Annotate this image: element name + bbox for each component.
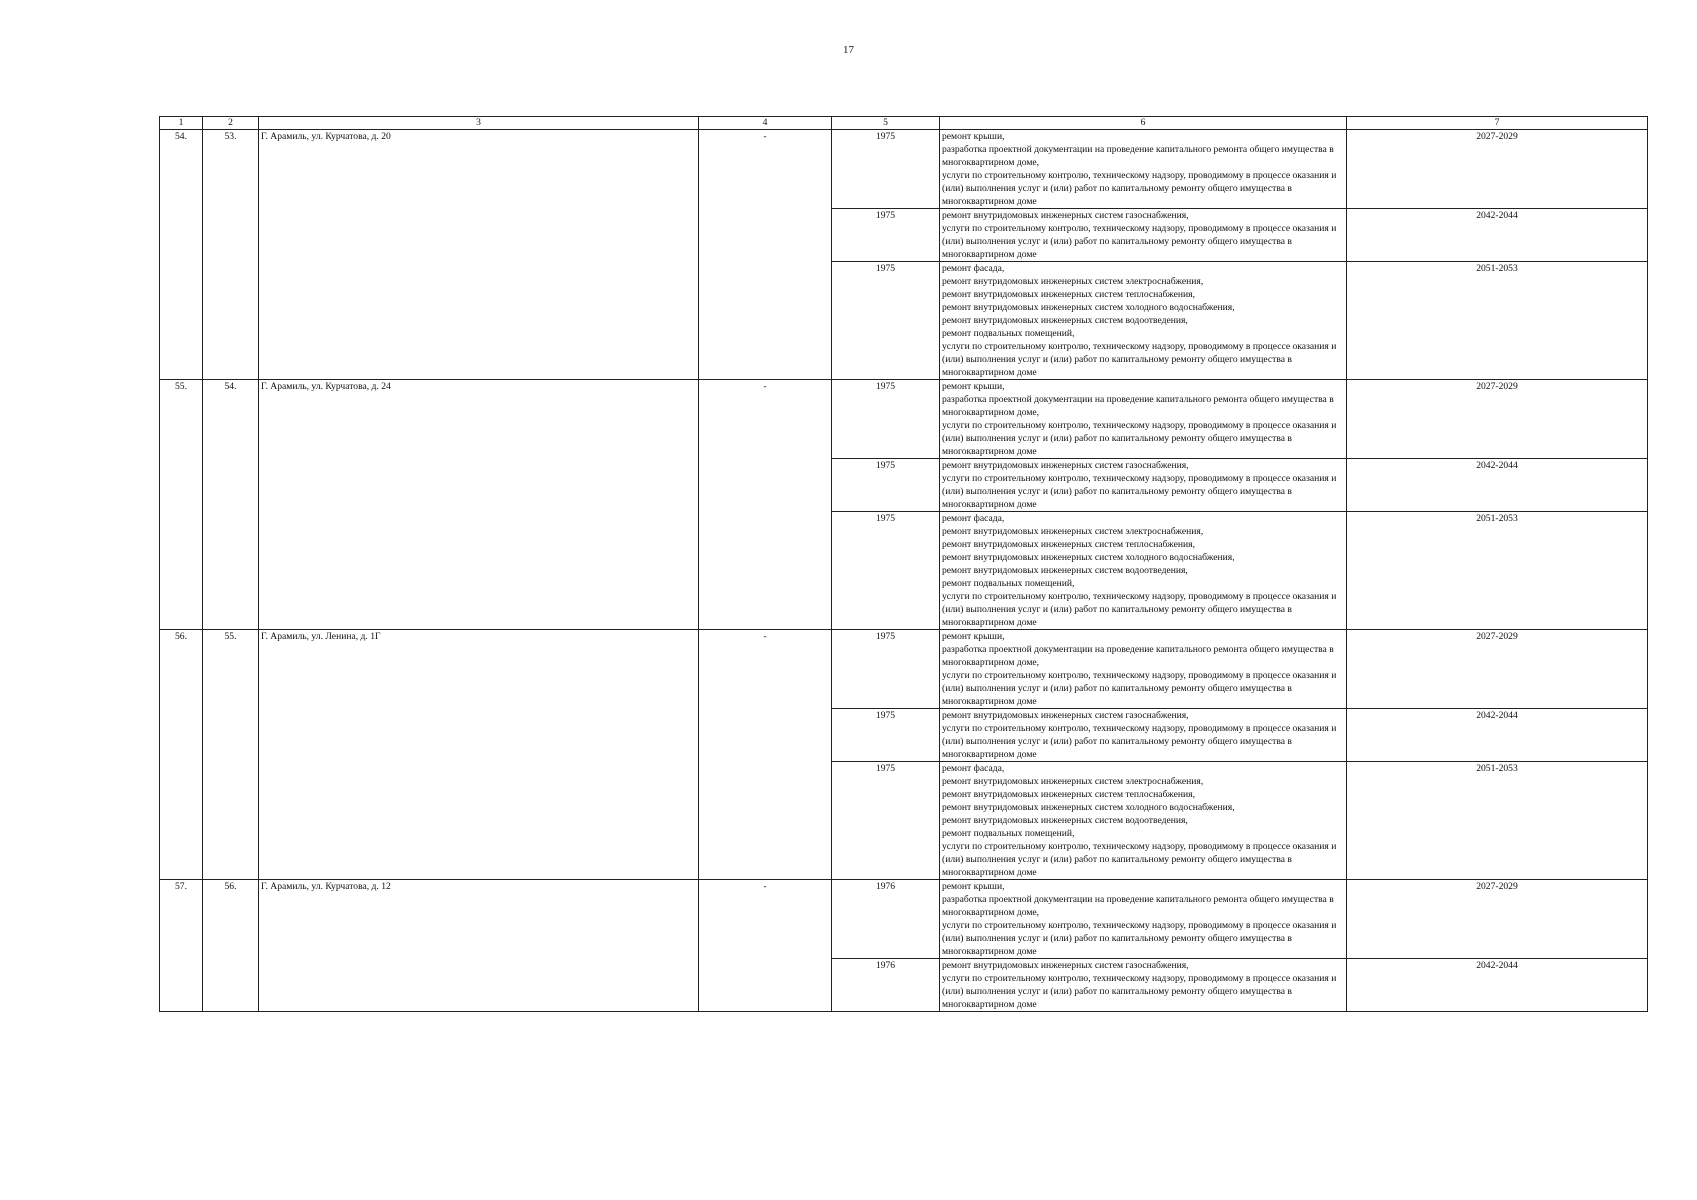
capital-repair-table (159, 116, 1648, 1012)
column-header-4: 4 (699, 117, 832, 130)
planned-period: 2051-2053 (1347, 262, 1648, 380)
repair-works: ремонт внутридомовых инженерных систем газоснабжения, услуги по строительному контролю, техническому надзору, проводимому в процессе оказания и (или) выполнения услуг и (или) работ по капитальному ремонту общего имущества в многоквартирном доме (940, 459, 1347, 512)
column-header-2: 2 (203, 117, 259, 130)
column-4-value: - (699, 380, 832, 630)
column-4-value: - (699, 630, 832, 880)
repair-works: ремонт внутридомовых инженерных систем газоснабжения, услуги по строительному контролю, техническому надзору, проводимому в процессе оказания и (или) выполнения услуг и (или) работ по капитальному ремонту общего имущества в многоквартирном доме (940, 709, 1347, 762)
column-header-5: 5 (832, 117, 940, 130)
row-number-secondary: 56. (203, 880, 259, 1012)
repair-works: ремонт крыши, разработка проектной документации на проведение капитального ремонта общего имущества в многоквартирном доме, услуги по строительному контролю, техническому надзору, проводимому в процессе оказания и (или) выполнения услуг и (или) работ по капитальному ремонту общего имущества в многоквартирном доме (940, 880, 1347, 959)
planned-period: 2027-2029 (1347, 630, 1648, 709)
table-header (160, 117, 1648, 130)
row-number: 57. (160, 880, 203, 1012)
planned-period: 2051-2053 (1347, 762, 1648, 880)
planned-period: 2027-2029 (1347, 880, 1648, 959)
repair-works: ремонт фасада, ремонт внутридомовых инженерных систем электроснабжения, ремонт внутридомовых инженерных систем теплоснабжения, ремонт внутридомовых инженерных систем холодного водоснабжения, ремонт внутридомовых инженерных систем водоотведения, ремонт подвальных помещений, услуги по строительному контролю, техническому надзору, проводимому в процессе оказания и (или) выполнения услуг и (или) работ по капитальному ремонту общего имущества в многоквартирном доме (940, 262, 1347, 380)
planned-period: 2042-2044 (1347, 959, 1648, 1012)
commission-year: 1975 (832, 762, 940, 880)
commission-year: 1975 (832, 209, 940, 262)
commission-year: 1975 (832, 512, 940, 630)
building-address: Г. Арамиль, ул. Курчатова, д. 20 (259, 130, 699, 380)
row-number-secondary: 54. (203, 380, 259, 630)
header-row (160, 117, 1648, 130)
commission-year: 1976 (832, 959, 940, 1012)
building-address: Г. Арамиль, ул. Курчатова, д. 12 (259, 880, 699, 1012)
commission-year: 1975 (832, 709, 940, 762)
table-body (160, 130, 1648, 1012)
commission-year: 1976 (832, 880, 940, 959)
row-number: 56. (160, 630, 203, 880)
row-number: 54. (160, 130, 203, 380)
planned-period: 2027-2029 (1347, 380, 1648, 459)
column-4-value: - (699, 130, 832, 380)
building-address: Г. Арамиль, ул. Курчатова, д. 24 (259, 380, 699, 630)
commission-year: 1975 (832, 262, 940, 380)
planned-period: 2042-2044 (1347, 459, 1648, 512)
table-row (160, 130, 1648, 209)
column-4-value: - (699, 880, 832, 1012)
repair-works: ремонт внутридомовых инженерных систем газоснабжения, услуги по строительному контролю, техническому надзору, проводимому в процессе оказания и (или) выполнения услуг и (или) работ по капитальному ремонту общего имущества в многоквартирном доме (940, 959, 1347, 1012)
row-number-secondary: 53. (203, 130, 259, 380)
repair-works: ремонт фасада, ремонт внутридомовых инженерных систем электроснабжения, ремонт внутридомовых инженерных систем теплоснабжения, ремонт внутридомовых инженерных систем холодного водоснабжения, ремонт внутридомовых инженерных систем водоотведения, ремонт подвальных помещений, услуги по строительному контролю, техническому надзору, проводимому в процессе оказания и (или) выполнения услуг и (или) работ по капитальному ремонту общего имущества в многоквартирном доме (940, 512, 1347, 630)
planned-period: 2027-2029 (1347, 130, 1648, 209)
planned-period: 2051-2053 (1347, 512, 1648, 630)
commission-year: 1975 (832, 630, 940, 709)
table-row (160, 880, 1648, 959)
page-number: 17 (843, 44, 854, 56)
column-header-1: 1 (160, 117, 203, 130)
planned-period: 2042-2044 (1347, 709, 1648, 762)
repair-works: ремонт крыши, разработка проектной документации на проведение капитального ремонта общего имущества в многоквартирном доме, услуги по строительному контролю, техническому надзору, проводимому в процессе оказания и (или) выполнения услуг и (или) работ по капитальному ремонту общего имущества в многоквартирном доме (940, 130, 1347, 209)
commission-year: 1975 (832, 459, 940, 512)
repair-works: ремонт крыши, разработка проектной документации на проведение капитального ремонта общего имущества в многоквартирном доме, услуги по строительному контролю, техническому надзору, проводимому в процессе оказания и (или) выполнения услуг и (или) работ по капитальному ремонту общего имущества в многоквартирном доме (940, 380, 1347, 459)
repair-works: ремонт фасада, ремонт внутридомовых инженерных систем электроснабжения, ремонт внутридомовых инженерных систем теплоснабжения, ремонт внутридомовых инженерных систем холодного водоснабжения, ремонт внутридомовых инженерных систем водоотведения, ремонт подвальных помещений, услуги по строительному контролю, техническому надзору, проводимому в процессе оказания и (или) выполнения услуг и (или) работ по капитальному ремонту общего имущества в многоквартирном доме (940, 762, 1347, 880)
column-header-6: 6 (940, 117, 1347, 130)
column-header-7: 7 (1347, 117, 1648, 130)
commission-year: 1975 (832, 130, 940, 209)
repair-works: ремонт внутридомовых инженерных систем газоснабжения, услуги по строительному контролю, техническому надзору, проводимому в процессе оказания и (или) выполнения услуг и (или) работ по капитальному ремонту общего имущества в многоквартирном доме (940, 209, 1347, 262)
table-row (160, 380, 1648, 459)
column-header-3: 3 (259, 117, 699, 130)
row-number: 55. (160, 380, 203, 630)
row-number-secondary: 55. (203, 630, 259, 880)
table-row (160, 630, 1648, 709)
repair-works: ремонт крыши, разработка проектной документации на проведение капитального ремонта общего имущества в многоквартирном доме, услуги по строительному контролю, техническому надзору, проводимому в процессе оказания и (или) выполнения услуг и (или) работ по капитальному ремонту общего имущества в многоквартирном доме (940, 630, 1347, 709)
planned-period: 2042-2044 (1347, 209, 1648, 262)
commission-year: 1975 (832, 380, 940, 459)
building-address: Г. Арамиль, ул. Ленина, д. 1Г (259, 630, 699, 880)
